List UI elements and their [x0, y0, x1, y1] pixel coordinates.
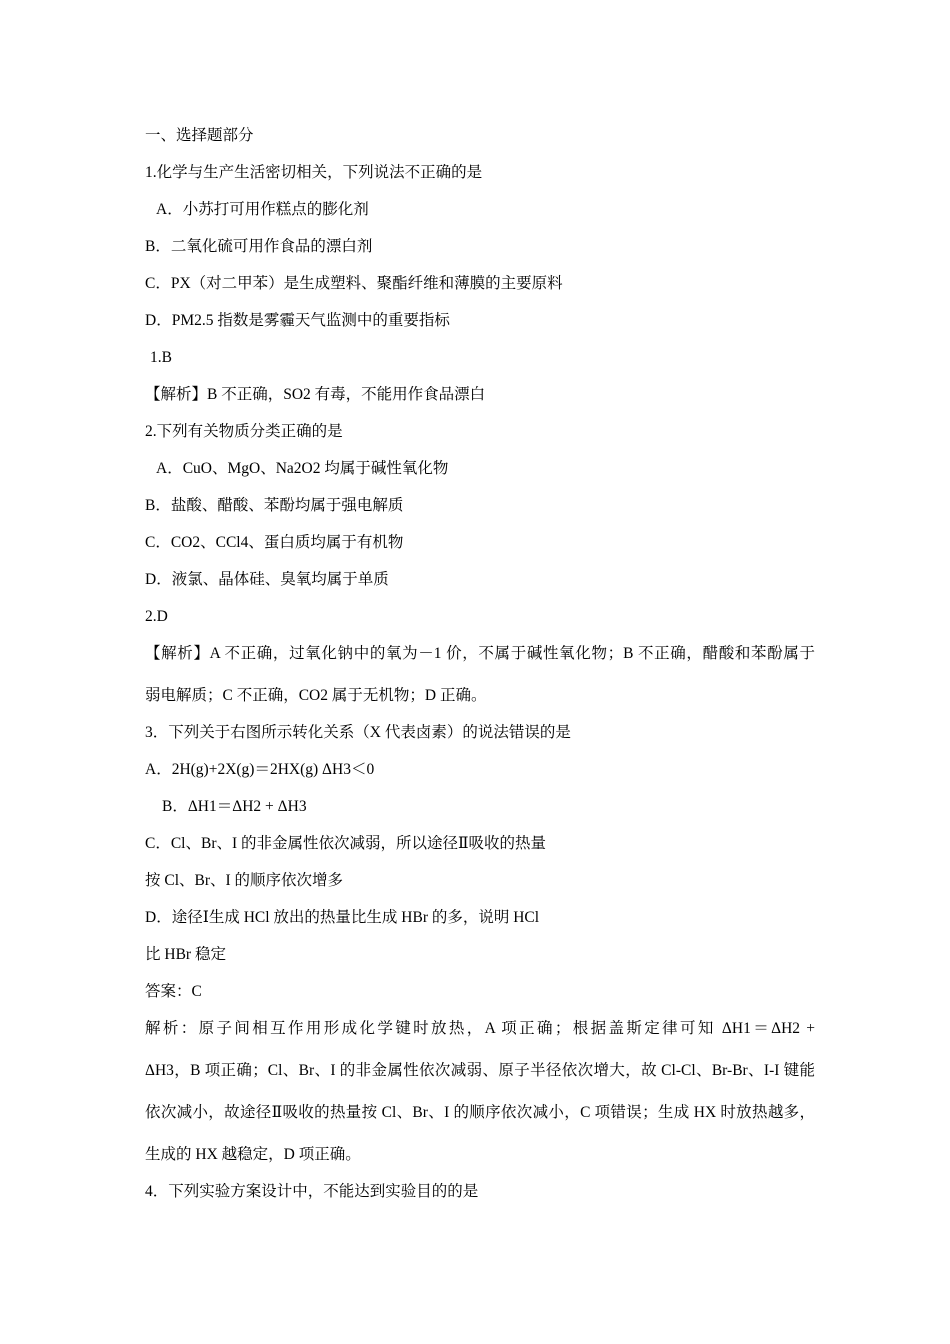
q2-option-c: C．CO2、CCl4、蛋白质均属于有机物 [145, 534, 404, 551]
q1-option-d: D．PM2.5 指数是雾霾天气监测中的重要指标 [145, 312, 450, 329]
q1-option-b: B．二氧化硫可用作食品的漂白剂 [145, 238, 373, 255]
q2-explanation-line-1: 【解析】A 不正确，过氧化钠中的氧为－1 价，不属于碱性氧化物；B 不正确，醋酸和苯酚属于 [145, 645, 815, 662]
q1-answer: 1.B [150, 349, 172, 366]
q3-option-a: A．2H(g)+2X(g)＝2HX(g) ΔH3＜0 [145, 761, 375, 778]
q1-option-a: A．小苏打可用作糕点的膨化剂 [156, 201, 369, 218]
q1-explanation: 【解析】B 不正确，SO2 有毒，不能用作食品漂白 [145, 386, 486, 403]
q2-option-b: B．盐酸、醋酸、苯酚均属于强电解质 [145, 497, 404, 514]
q2-answer: 2.D [145, 608, 168, 625]
q2-option-a: A．CuO、MgO、Na2O2 均属于碱性氧化物 [156, 460, 449, 477]
q1-option-c: C．PX（对二甲苯）是生成塑料、聚酯纤维和薄膜的主要原料 [145, 275, 563, 292]
q3-option-c-line-1: C．Cl、Br、I 的非金属性依次减弱，所以途径Ⅱ吸收的热量 [145, 835, 547, 852]
q3-answer: 答案：C [145, 983, 202, 1000]
q3-option-b: B．ΔH1＝ΔH2 + ΔH3 [162, 798, 307, 815]
q2-option-d: D．液氯、晶体硅、臭氧均属于单质 [145, 571, 389, 588]
q2-explanation-line-2: 弱电解质；C 不正确，CO2 属于无机物；D 正确。 [145, 687, 487, 704]
question-1: 1.化学与生产生活密切相关，下列说法不正确的是 [145, 164, 483, 181]
q3-option-d-line-1: D．途径Ⅰ生成 HCl 放出的热量比生成 HBr 的多，说明 HCl [145, 909, 540, 926]
q3-explanation-line-1: 解析：原子间相互作用形成化学键时放热，A 项正确；根据盖斯定律可知 ΔH1＝ΔH2 + [145, 1020, 815, 1037]
q3-explanation-line-3: 依次减小，故途径Ⅱ吸收的热量按 Cl、Br、I 的顺序依次减小，C 项错误；生成 HX 时放热越多， [145, 1104, 815, 1121]
q3-explanation-line-4: 生成的 HX 越稳定，D 项正确。 [145, 1146, 361, 1163]
q3-explanation-line-2: ΔH3，B 项正确；Cl、Br、I 的非金属性依次减弱、原子半径依次增大，故 Cl-Cl、Br-Br、I-I 键能 [145, 1062, 815, 1079]
section-heading: 一、选择题部分 [145, 127, 254, 144]
q3-option-c-line-2: 按 Cl、Br、I 的顺序依次增多 [145, 872, 344, 889]
question-2: 2.下列有关物质分类正确的是 [145, 423, 343, 440]
question-4: 4．下列实验方案设计中，不能达到实验目的的是 [145, 1183, 479, 1200]
question-3: 3．下列关于右图所示转化关系（X 代表卤素）的说法错误的是 [145, 724, 571, 741]
q3-option-d-line-2: 比 HBr 稳定 [145, 946, 226, 963]
